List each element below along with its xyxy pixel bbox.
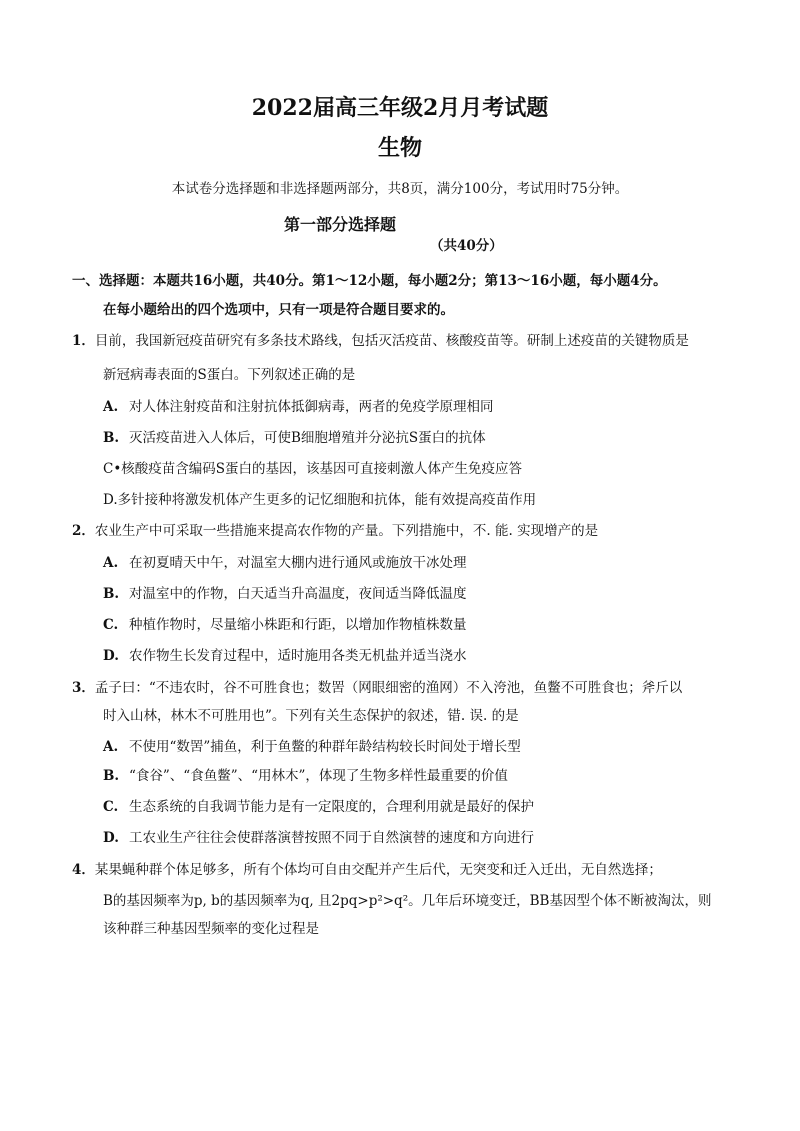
question-3 xyxy=(72,679,682,697)
section-title: 第一部分选择题 xyxy=(284,215,397,234)
exam-title: 2022届高三年级2月月考试题 xyxy=(251,95,549,121)
option-text: 对人体注射疫苗和注射抗体抵御病毒，两者的免疫学原理相同 xyxy=(129,399,494,415)
option-letter: C. xyxy=(103,617,119,633)
option-letter: B. xyxy=(103,586,120,602)
option-text: 在初夏晴天中午，对温室大棚内进行通风或施放干冰处理 xyxy=(129,555,467,571)
option-letter: B. xyxy=(103,430,120,446)
option-b xyxy=(103,429,486,447)
option-a xyxy=(103,738,521,756)
question-number: 4． xyxy=(72,862,95,878)
option-a xyxy=(103,398,494,416)
option-d: D.多针接种将激发机体产生更多的记忆细胞和抗体，能有效提高疫苗作用 xyxy=(103,492,537,508)
option-text: 对温室中的作物，白天适当升高温度，夜间适当降低温度 xyxy=(129,586,467,602)
option-c: C•核酸疫苗含编码S蛋白的基因，该基因可直接刺激人体产生免疫应答 xyxy=(103,461,523,477)
option-text: “食谷”、“食鱼鳖”、“用林木”，体现了生物多样性最重要的价值 xyxy=(129,768,508,784)
option-d xyxy=(103,829,534,847)
option-a xyxy=(103,554,467,572)
option-letter: D. xyxy=(103,648,119,664)
option-text: 农作物生长发育过程中，适时施用各类无机盐并适当浇水 xyxy=(129,648,467,664)
option-letter: C. xyxy=(103,799,119,815)
option-b xyxy=(103,585,467,603)
option-text: 工农业生产往往会使群落演替按照不同于自然演替的速度和方向进行 xyxy=(129,830,534,846)
question-stem-continued: 新冠病毒表面的S蛋白。下列叙述正确的是 xyxy=(103,367,356,383)
question-stem: 孟子曰：“不违农时，谷不可胜食也；数罟（网眼细密的渔网）不入洿池，鱼鳖不可胜食也；斧斤以 xyxy=(94,680,683,696)
question-stem: 目前，我国新冠疫苗研究有多条技术路线，包括灭活疫苗、核酸疫苗等。研制上述疫苗的关键物质是 xyxy=(94,333,689,349)
option-text: 灭活疫苗进入人体后，可使B细胞增殖并分泌抗S蛋白的抗体 xyxy=(129,430,486,446)
option-text: 种植作物时，尽量缩小株距和行距，以增加作物植株数量 xyxy=(129,617,467,633)
question-number: 1． xyxy=(72,333,95,349)
question-stem: 某果蝇种群个体足够多，所有个体均可自由交配并产生后代，无突变和迁入迁出，无自然选择； xyxy=(94,862,662,878)
section-instruction-line2: 在每小题给出的四个选项中，只有一项是符合题目要求的。 xyxy=(103,302,454,318)
question-stem-continued: 时入山林，林木不可胜用也”。下列有关生态保护的叙述，错. 误. 的是 xyxy=(103,708,519,724)
exam-intro: 本试卷分选择题和非选择题两部分，共8页，满分100分，考试用时75分钟。 xyxy=(171,181,629,197)
option-d xyxy=(103,647,467,665)
question-number: 2． xyxy=(72,523,95,539)
section-score: （共40分） xyxy=(430,238,503,254)
section-instruction-line1: 一、选择题：本题共16小题，共40分。第1～12小题，每小题2分；第13～16小题，每小题4分。 xyxy=(72,273,667,289)
question-1 xyxy=(72,332,689,350)
option-c xyxy=(103,798,534,816)
exam-subject: 生物 xyxy=(377,135,422,161)
option-text: 不使用“数罟”捕鱼，利于鱼鳖的种群年龄结构较长时间处于增长型 xyxy=(129,739,521,755)
question-2 xyxy=(72,522,598,540)
option-letter: A. xyxy=(103,739,119,755)
question-stem: 农业生产中可采取一些措施来提高农作物的产量。下列措施中，不. 能. 实现增产的是 xyxy=(94,523,599,539)
option-letter: A. xyxy=(103,555,119,571)
option-letter: D. xyxy=(103,830,119,846)
question-stem-continued: B的基因频率为p, b的基因频率为q, 且2pq>p²>q²。几年后环境变迁，BB基因型个体不断被淘汰，则 xyxy=(103,893,712,909)
question-4 xyxy=(72,861,662,879)
option-c xyxy=(103,616,467,634)
option-text: 生态系统的自我调节能力是有一定限度的，合理利用就是最好的保护 xyxy=(129,799,534,815)
option-letter: B. xyxy=(103,768,120,784)
question-stem-continued: 该种群三种基因型频率的变化过程是 xyxy=(103,921,319,937)
option-letter: A. xyxy=(103,399,119,415)
question-number: 3． xyxy=(72,680,95,696)
option-b xyxy=(103,767,508,785)
